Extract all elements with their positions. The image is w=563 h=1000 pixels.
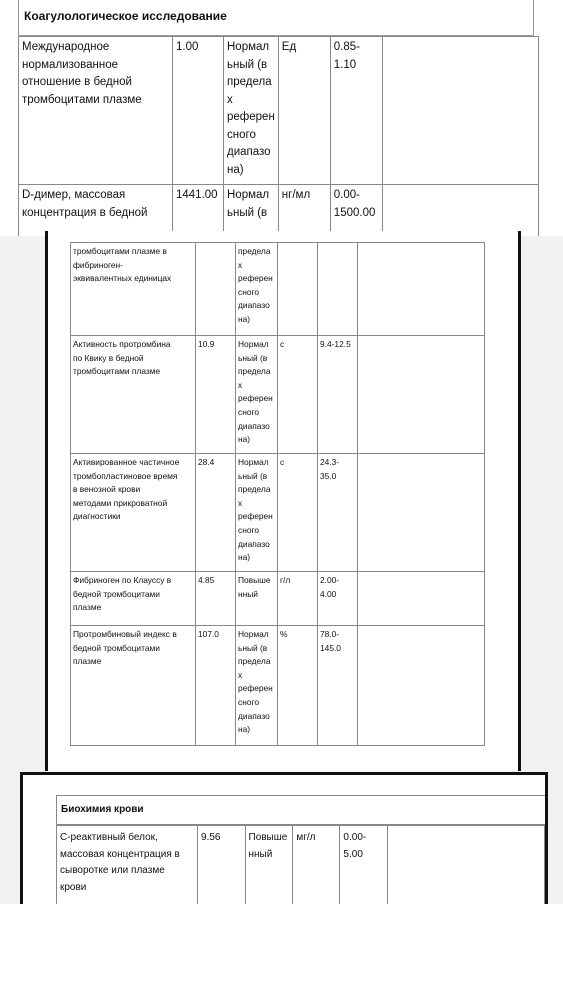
- test-name: Фибриноген по Клауссу в бедной тромбоцитами плазме: [73, 575, 172, 613]
- test-name: тромбоцитами плазме в фибриноген- эквивалентных единицах: [73, 246, 172, 284]
- test-name: D-димер, массовая концентрация в бедной: [22, 189, 148, 219]
- test-value: 10.9: [198, 339, 215, 349]
- test-value: 107.0: [198, 629, 219, 639]
- table-row: [57, 826, 545, 905]
- test-status: предела х референ сного диапазо на): [238, 246, 273, 324]
- test-range: 78.0- 145.0: [320, 629, 341, 653]
- coagulation-table-continued: [45, 231, 521, 771]
- table-row: [71, 454, 485, 572]
- test-name: Протромбиновый индекс в бедной тромбоцитами плазме: [73, 629, 177, 667]
- test-range: 0.00- 5.00: [343, 832, 367, 860]
- test-unit: Ед: [281, 41, 297, 53]
- test-name: Активность протромбина по Квику в бедной тромбоцитами плазме: [73, 339, 171, 377]
- table-row: [19, 185, 539, 237]
- test-unit: [278, 243, 317, 247]
- results-table: [18, 36, 539, 236]
- test-value: [196, 243, 235, 247]
- table-row: [19, 37, 539, 185]
- test-range: 0.00- 1500.00: [333, 189, 376, 219]
- test-status: Нормал ьный (в предела х референ сного диапазо на): [238, 339, 273, 445]
- test-name: Международное нормализованное отношение в бедной тромбоцитами плазме: [22, 41, 142, 106]
- section-header: [56, 795, 548, 825]
- table-row: [71, 336, 485, 454]
- test-status: Нормал ьный (в предела х референ сного диапазо на): [238, 457, 273, 563]
- test-value: 1.00: [176, 41, 199, 53]
- table-row: [71, 626, 485, 746]
- test-range: [318, 243, 357, 247]
- results-table: [56, 825, 545, 904]
- test-status: Нормал ьный (в: [227, 189, 270, 219]
- test-status: Нормал ьный (в предела х референ сного диапазо на): [227, 41, 275, 176]
- table-row: [71, 243, 485, 336]
- test-range: 24.3- 35.0: [320, 457, 340, 481]
- test-unit: нг/мл: [281, 189, 311, 201]
- test-name: С-реактивный белок, массовая концентрация в сыворотке или плазме крови: [60, 832, 180, 893]
- test-unit: с: [280, 339, 285, 349]
- test-range: 0.85- 1.10: [333, 41, 361, 71]
- test-unit: мг/л: [296, 832, 316, 843]
- results-table: [70, 242, 485, 746]
- test-range: 2.00- 4.00: [320, 575, 340, 599]
- test-unit: %: [280, 629, 288, 639]
- test-status: Нормал ьный (в предела х референ сного диапазо на): [238, 629, 273, 735]
- table-row: [71, 572, 485, 626]
- coagulation-table-top: [0, 0, 563, 236]
- test-unit: с: [280, 457, 285, 467]
- test-status: Повыше нный: [238, 575, 271, 599]
- test-value: 1441.00: [176, 189, 218, 201]
- test-status: Повыше нный: [248, 832, 288, 860]
- test-value: 4.85: [198, 575, 215, 585]
- section-title-biochemistry: Биохимия крови: [61, 804, 144, 815]
- page-background: [0, 904, 563, 1000]
- test-range: 9.4-12.5: [320, 339, 351, 349]
- section-header: [18, 0, 534, 36]
- test-name: Активированное частичное тромбопластиновое время в венозной крови методами прикроватной диагностики: [73, 457, 180, 522]
- section-title-coagulation: Коагулологическое исследование: [24, 9, 227, 23]
- test-value: 28.4: [198, 457, 215, 467]
- test-unit: г/л: [280, 575, 291, 585]
- test-value: 9.56: [201, 832, 221, 843]
- biochemistry-table: [20, 772, 548, 904]
